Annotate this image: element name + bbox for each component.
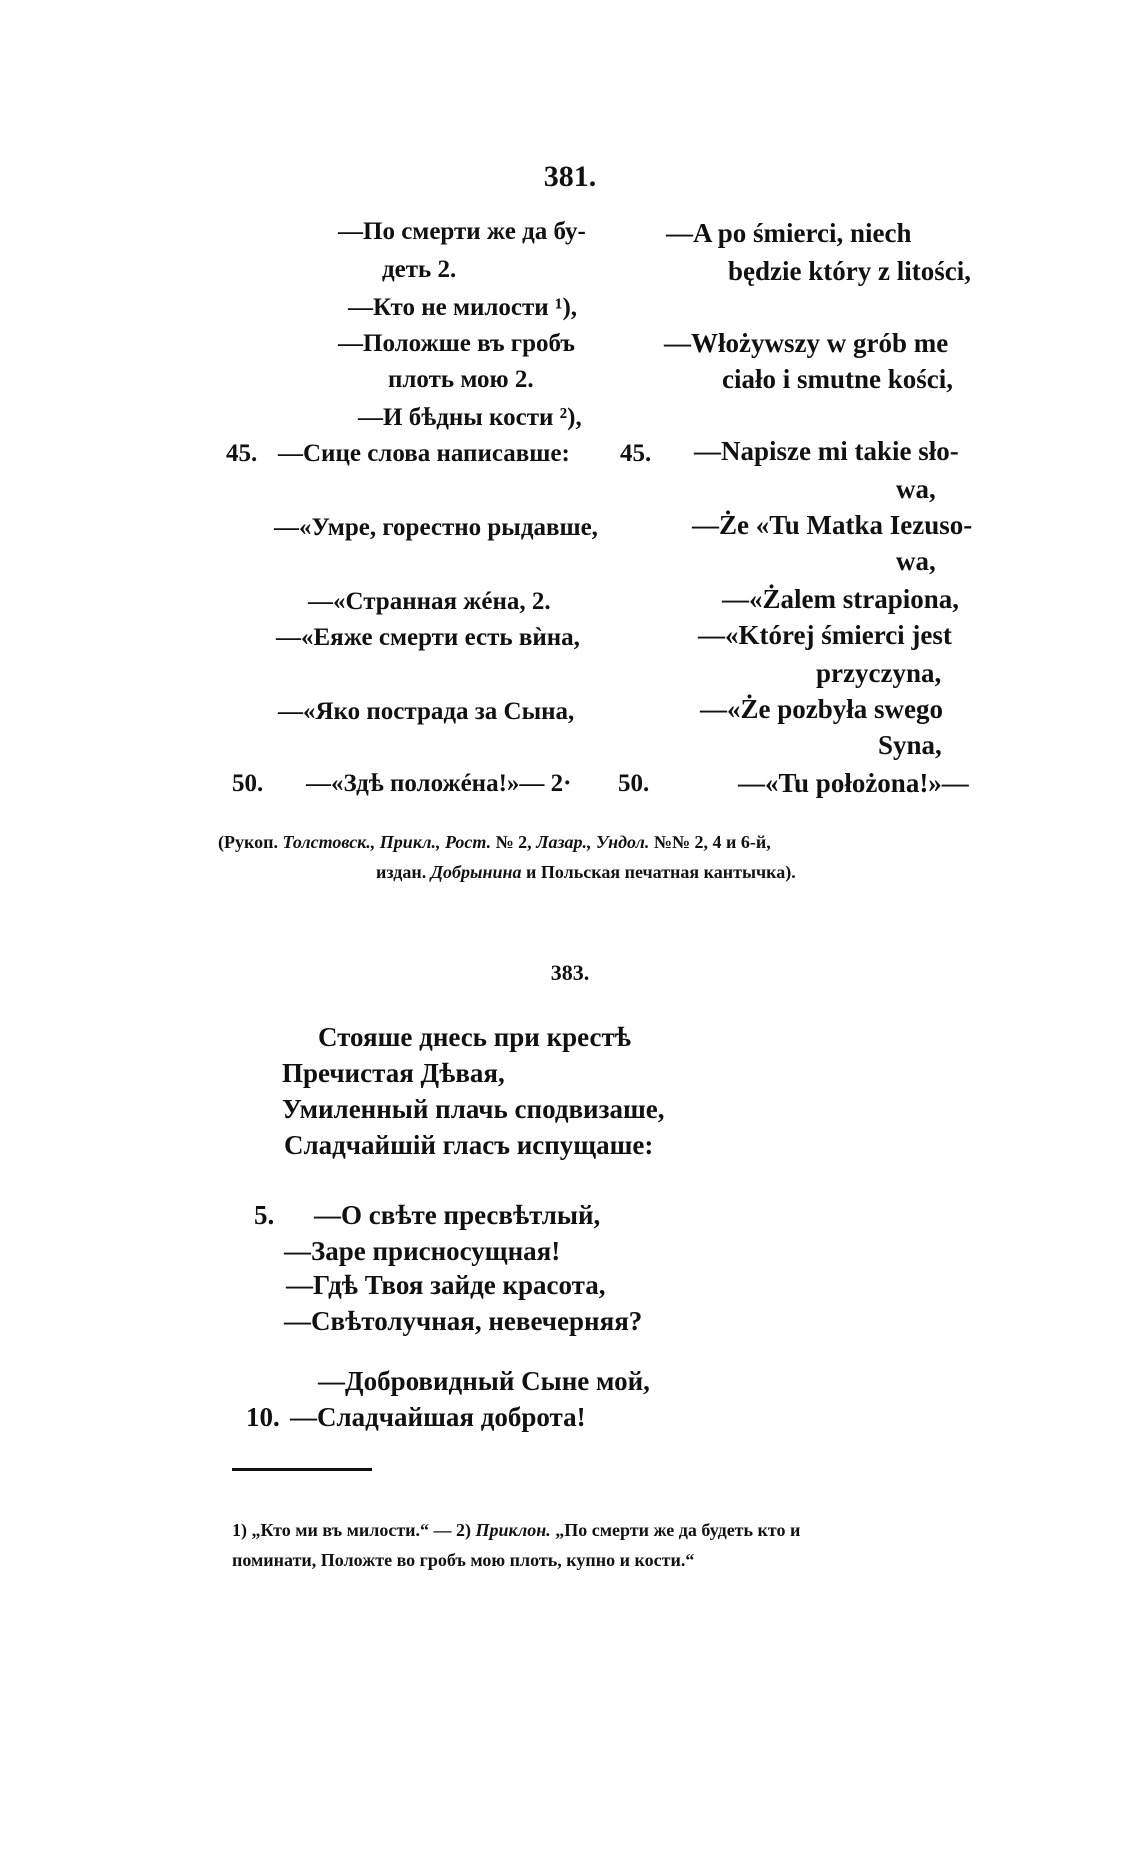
pl-line-9: —«Żalem strapiona, <box>722 584 960 614</box>
footnote-text: „По смерти же да будеть кто и <box>550 1520 801 1540</box>
line-number-50-left: 50. <box>232 770 264 797</box>
source-note-italic: Лазар., Ундол. <box>536 832 650 852</box>
ru-line-12: —«Здѣ положéна!»— 2· <box>306 770 572 797</box>
stanza-2-line-2: —Заре присносущная! <box>284 1236 561 1266</box>
stanza-1-line-1: Стояше днесь при крестѣ <box>318 1022 631 1052</box>
pl-line-5: —Napisze mi takie sło- <box>694 436 959 466</box>
pl-line-11: przyczyna, <box>816 658 942 688</box>
ru-line-9: —«Странная жéна, 2. <box>308 588 551 615</box>
footnote-line-1 <box>232 1520 800 1541</box>
footnote-line-2: поминати, Положте во гробъ мою плоть, купно и кости.“ <box>232 1550 695 1570</box>
ru-line-10: —«Еяже смерти есть вѝна, <box>276 624 580 651</box>
source-note-text: №№ 2, 4 и 6-й, <box>649 832 771 852</box>
ru-line-7: —Сице слова написавше: <box>278 440 570 467</box>
source-note-line-2 <box>376 862 796 883</box>
footnote-text: 1) „Кто ми въ милости.“ — 2) <box>232 1520 476 1540</box>
stanza-3-line-2: —Сладчайшая доброта! <box>290 1402 586 1432</box>
stanza-2-line-3: —Гдѣ Твоя зайде красота, <box>286 1270 606 1300</box>
pl-line-10: —«Której śmierci jest <box>698 620 952 650</box>
ru-line-5: плоть мою 2. <box>388 366 534 393</box>
pl-line-12: —«Że pozbyła swego <box>700 694 943 724</box>
line-number-5: 5. <box>254 1200 275 1230</box>
pl-line-8: wa, <box>896 546 936 576</box>
source-note-text: № 2, <box>491 832 537 852</box>
ru-line-11: —«Яко пострада за Сына, <box>278 698 575 725</box>
pl-line-4: ciało i smutne kości, <box>722 364 954 394</box>
ru-line-8: —«Умре, горестно рыдавше, <box>274 514 598 541</box>
line-number-45-left: 45. <box>226 440 258 467</box>
footnote-italic: Приклон. <box>475 1520 551 1540</box>
stanza-1-line-2: Пречистая Дѣвая, <box>282 1058 505 1088</box>
pl-line-13: Syna, <box>878 730 942 760</box>
ru-line-2: деть 2. <box>382 256 457 283</box>
source-note-text: издан. <box>376 862 431 882</box>
stanza-2-line-1: —О свѣте пресвѣтлый, <box>314 1200 601 1230</box>
source-note-text: и Польская печатная кантычка). <box>521 862 796 882</box>
pl-line-1: —A po śmierci, niech <box>666 218 912 248</box>
ru-line-4: —Положше въ гробъ <box>338 330 576 357</box>
footnote-divider <box>232 1468 372 1471</box>
line-number-45-right: 45. <box>620 440 652 467</box>
ru-line-3: —Кто не милости ¹), <box>348 294 578 321</box>
source-note-italic: Толстовск., Прикл., Рост. <box>282 832 492 852</box>
stanza-2-line-4: —Свѣтолучная, невечерняя? <box>284 1306 643 1336</box>
stanza-1-line-3: Умиленный плачь сподвизаше, <box>282 1094 665 1124</box>
source-note-italic: Добрынина <box>430 862 522 882</box>
ru-line-6: —И бѣдны кости ²), <box>358 404 582 431</box>
pl-line-2: będzie który z litości, <box>728 256 971 286</box>
section-number: 383. <box>550 960 590 985</box>
pl-line-6: wa, <box>896 474 936 504</box>
source-note-text: (Рукоп. <box>218 832 283 852</box>
stanza-3-line-1: —Добровидный Сыне мой, <box>318 1366 650 1396</box>
stanza-1-line-4: Сладчайшій гласъ испущаше: <box>284 1130 654 1160</box>
pl-line-7: —Że «Tu Matka Iezuso- <box>692 510 973 540</box>
pl-line-3: —Włożywszy w grób me <box>664 328 949 358</box>
pl-line-14: —«Tu położona!»— <box>738 768 969 798</box>
line-number-50-right: 50. <box>618 770 650 797</box>
ru-line-1: —По смерти же да бу- <box>338 218 586 245</box>
line-number-10: 10. <box>246 1402 280 1432</box>
source-note-line-1 <box>218 832 771 853</box>
page-number: 381. <box>543 160 597 193</box>
